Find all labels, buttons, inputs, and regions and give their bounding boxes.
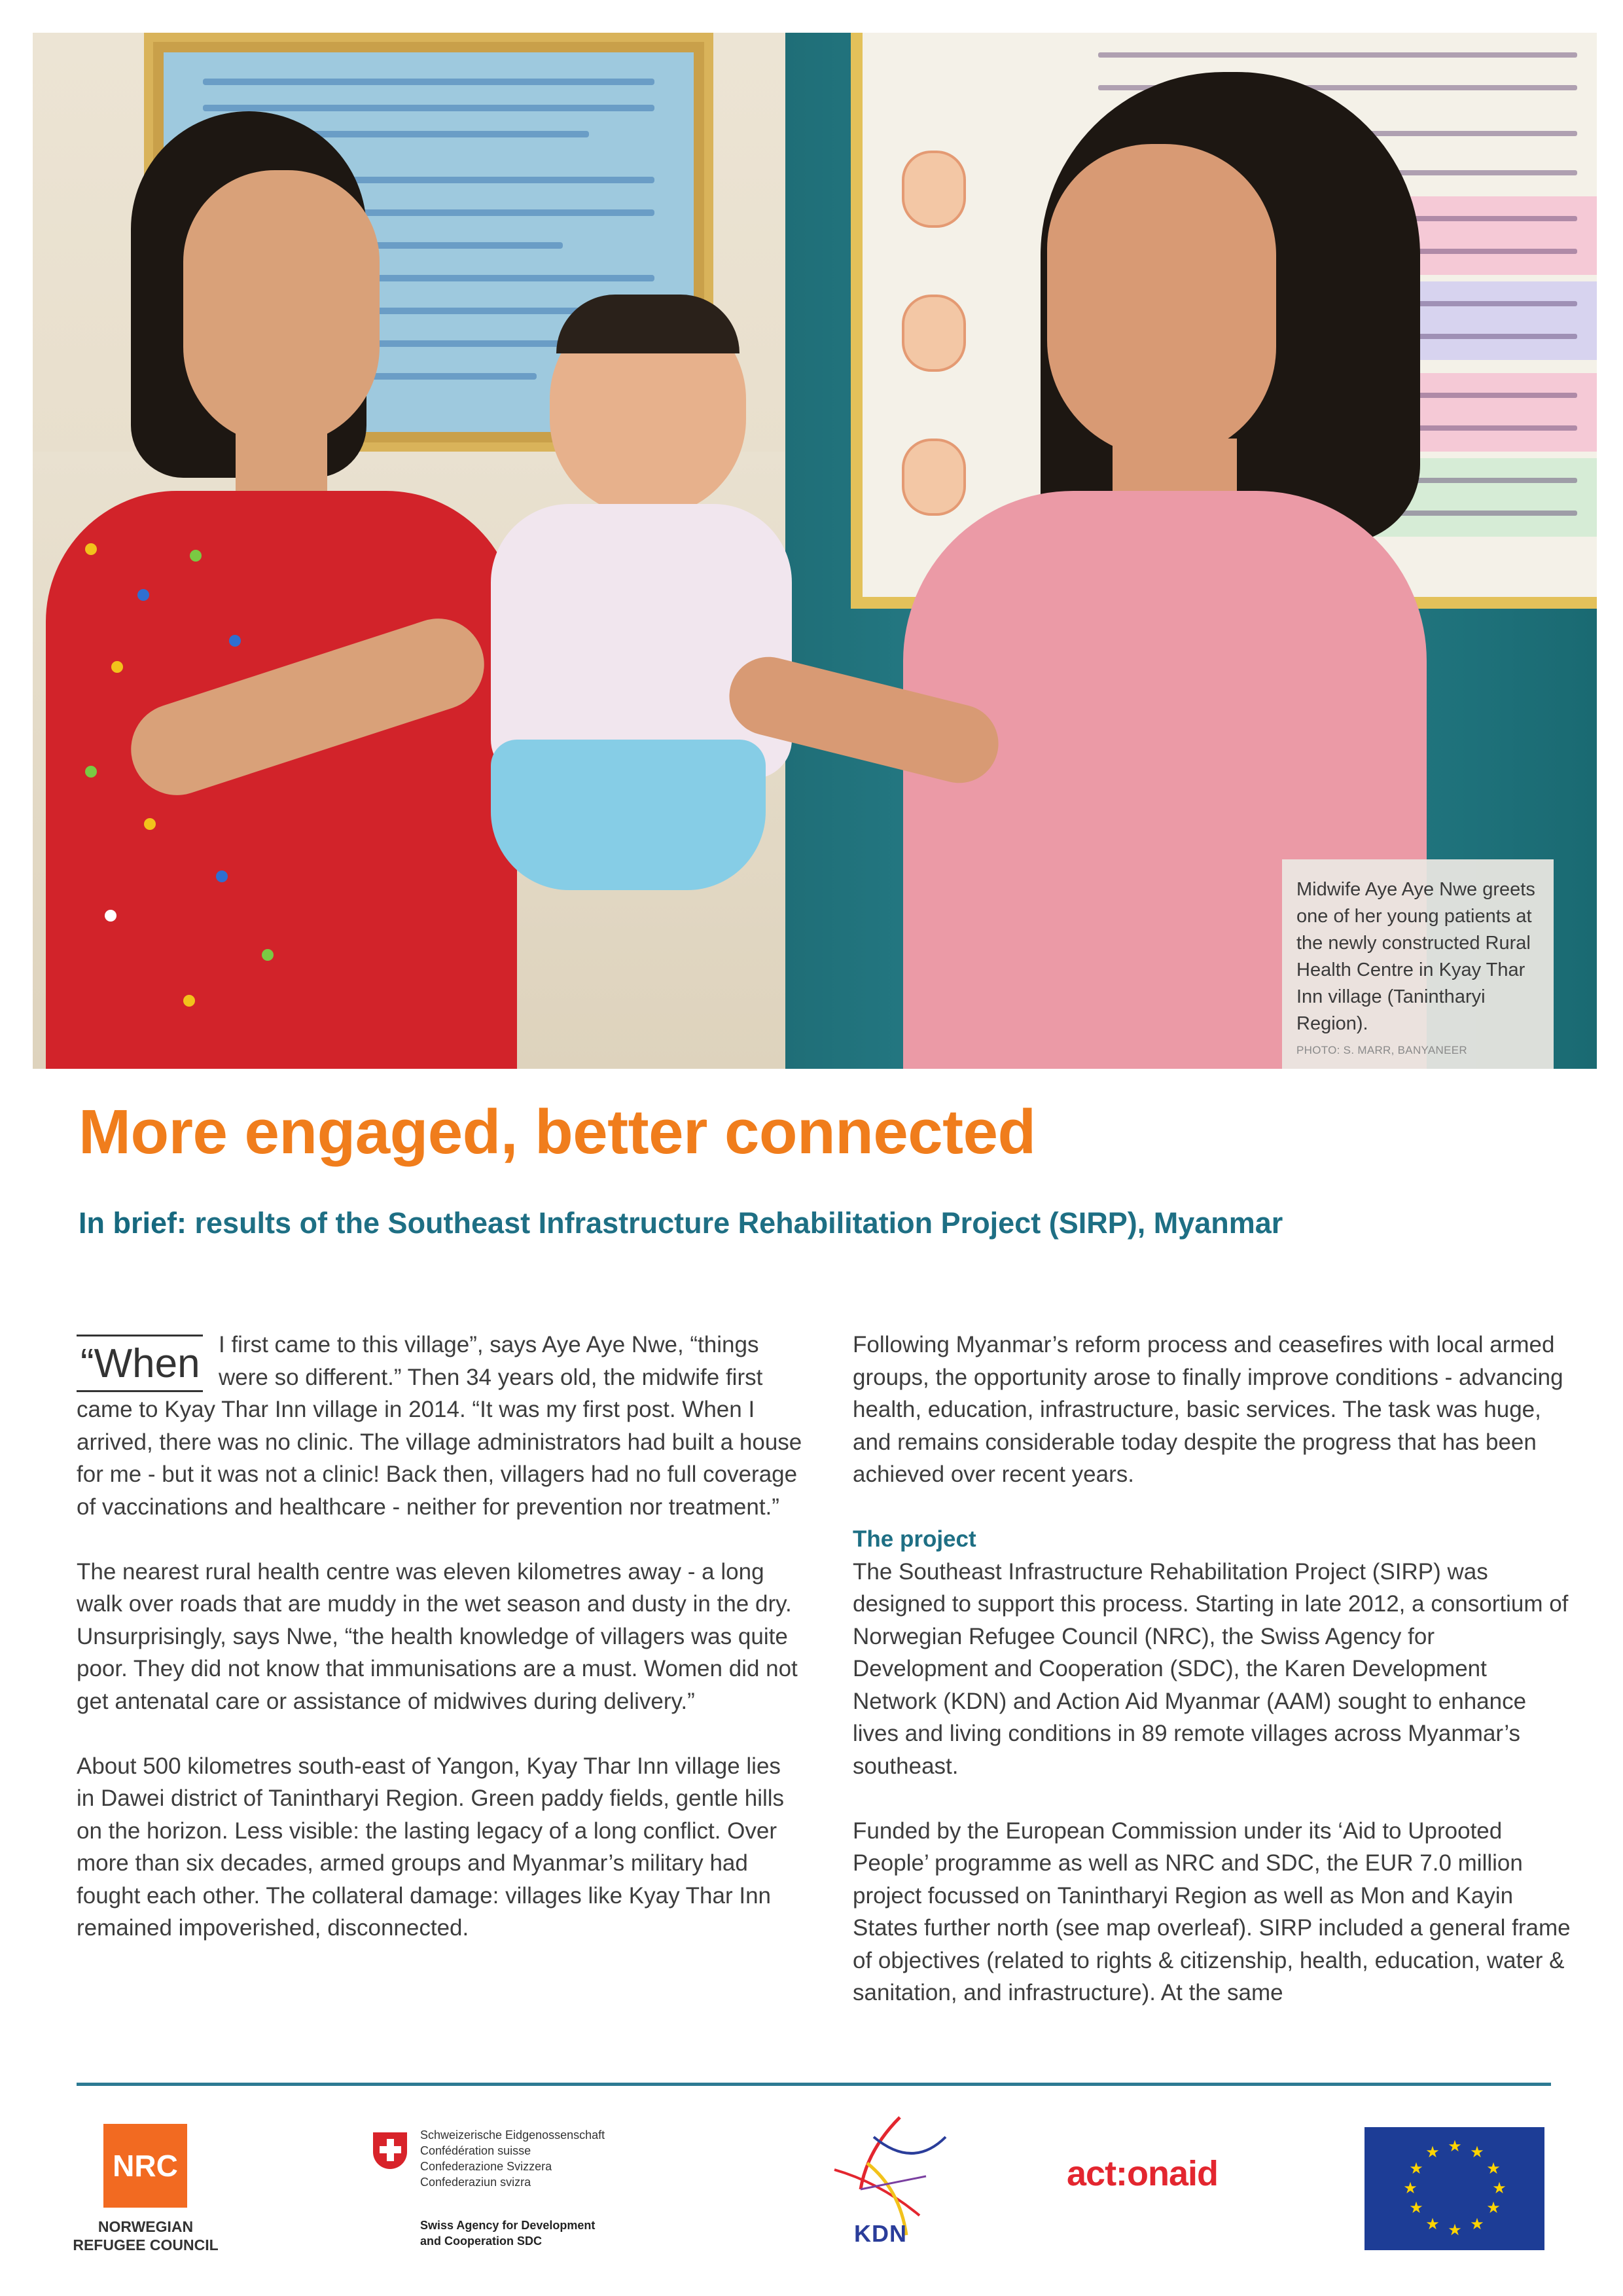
- eu-star-icon: ★: [1448, 2138, 1462, 2155]
- eu-star-icon: ★: [1425, 2215, 1440, 2233]
- kdn-label: KDN: [854, 2220, 907, 2247]
- section-heading: The project: [853, 1526, 976, 1552]
- actionaid-logo: act:onaid: [1067, 2154, 1219, 2193]
- eu-star-icon: ★: [1470, 2215, 1484, 2233]
- paragraph: Funded by the European Commission under its ‘Aid to Uprooted People’ programme as well as NRC and SDC, the EUR 7.0 million project focussed on Tanintharyi Region as well as Mon and Kayin States further north (see map overleaf). SIRP included a general frame of objectives (related to rights & citizenship, health, education, water & sanitation, and infrastructure). At the same: [853, 1818, 1571, 2005]
- mother-dress: [46, 491, 517, 1069]
- paragraph: Following Myanmar’s reform process and ceasefires with local armed groups, the opportunity arose to finally improve conditions - advancing health, education, infrastructure, basic services. The task was huge, and remains considerable today despite the progress that has been achieved over recent years.: [853, 1332, 1563, 1487]
- swiss-cross-icon: [380, 2146, 401, 2153]
- baby-pants: [491, 740, 766, 890]
- hero-photo: [33, 33, 1597, 1069]
- swiss-line: Confederazione Svizzera: [420, 2160, 552, 2173]
- eu-star-icon: ★: [1425, 2144, 1440, 2161]
- mother-face: [183, 170, 380, 445]
- swiss-line: Confédération suisse: [420, 2144, 531, 2157]
- eu-star-icon: ★: [1409, 2160, 1423, 2178]
- dropcap-word: “When: [80, 1341, 200, 1386]
- eu-star-icon: ★: [1492, 2179, 1507, 2197]
- page-subtitle: [79, 1206, 1283, 1240]
- right-column: [853, 1329, 1573, 2041]
- paragraph: About 500 kilometres south-east of Yangon, Kyay Thar Inn village lies in Dawei district of Tanintharyi Region. Green paddy fields, gentle hills on the horizon. Less visible: the lasting legacy of a long conflict. Over more than six decades, armed groups and Myanmar’s military had fought each other. The collateral damage: villages like Kyay Thar Inn remained impoverished, disconnected.: [77, 1753, 785, 1941]
- eu-star-icon: ★: [1486, 2199, 1501, 2217]
- swiss-confederation-logo: [420, 2127, 605, 2190]
- eu-star-icon: ★: [1470, 2144, 1484, 2161]
- eu-star-icon: ★: [1448, 2221, 1462, 2239]
- subtitle-lead: In brief:: [79, 1206, 187, 1240]
- eu-star-icon: ★: [1403, 2179, 1418, 2197]
- baby-shirt: [491, 504, 792, 779]
- dropcap-rule-bottom: [77, 1390, 203, 1392]
- footer-divider: [77, 2083, 1551, 2086]
- swiss-line: Confederaziun svizra: [420, 2176, 531, 2189]
- eu-star-icon: ★: [1409, 2199, 1423, 2217]
- paragraph: The Southeast Infrastructure Rehabilitation Project (SIRP) was designed to support this process. Starting in late 2012, a consortium of Norwegian Refugee Council (NRC), the Swiss Agency for Development and Cooperation (SDC), the Karen Development Network (KDN) and Action Aid Myanmar (AAM) sought to enhance lives and living conditions in 89 remote villages across Myanmar’s southeast.: [853, 1558, 1569, 1779]
- nrc-name-line: NORWEGIAN: [98, 2218, 194, 2235]
- swiss-line: Schweizerische Eidgenossenschaft: [420, 2128, 605, 2142]
- baby-hair: [556, 295, 740, 353]
- subtitle-text: results of the Southeast Infrastructure Rehabilitation Project (SIRP), Myanmar: [187, 1206, 1283, 1240]
- eu-star-icon: ★: [1486, 2160, 1501, 2178]
- paragraph: I first came to this village”, says Aye Aye Nwe, “things were so different.” Then 34 years old, the midwife first came to Kyay Thar Inn village in 2014. “It was my first post. When I arrived, there was no clinic. The village administrators had built a house for me - but it was not a clinic! Back then, villagers had no full coverage of vaccinations and healthcare - neither for prevention nor treatment.”: [77, 1332, 802, 1520]
- photo-caption-box: [1282, 859, 1554, 1069]
- left-column: [77, 1329, 803, 1977]
- dropcap: [77, 1335, 203, 1392]
- nrc-name-line: REFUGEE COUNCIL: [73, 2236, 219, 2253]
- photo-credit: PHOTO: S. MARR, BANYANEER: [1296, 1044, 1467, 1056]
- paragraph: The nearest rural health centre was eleven kilometres away - a long walk over roads that are muddy in the wet season and dusty in the dry. Unsurprisingly, says Nwe, “the health knowledge of villagers was quite poor. They did not know that immunisations are a must. Women did not get antenatal care or assistance of midwives during delivery.”: [77, 1558, 798, 1714]
- page-title: More engaged, better connected: [79, 1097, 1036, 1167]
- sdc-name-line: and Cooperation SDC: [420, 2234, 543, 2248]
- photo-caption: Midwife Aye Aye Nwe greets one of her young patients at the newly constructed Rural Health Centre in Kyay Thar Inn village (Tanintharyi Region).: [1296, 879, 1535, 1034]
- eu-flag-icon: [1364, 2127, 1544, 2250]
- sdc-name-line: Swiss Agency for Development: [420, 2219, 596, 2232]
- nrc-name: [72, 2217, 219, 2254]
- sdc-name: [420, 2217, 630, 2249]
- midwife-face: [1047, 144, 1276, 458]
- nrc-logo: NRC: [103, 2124, 187, 2208]
